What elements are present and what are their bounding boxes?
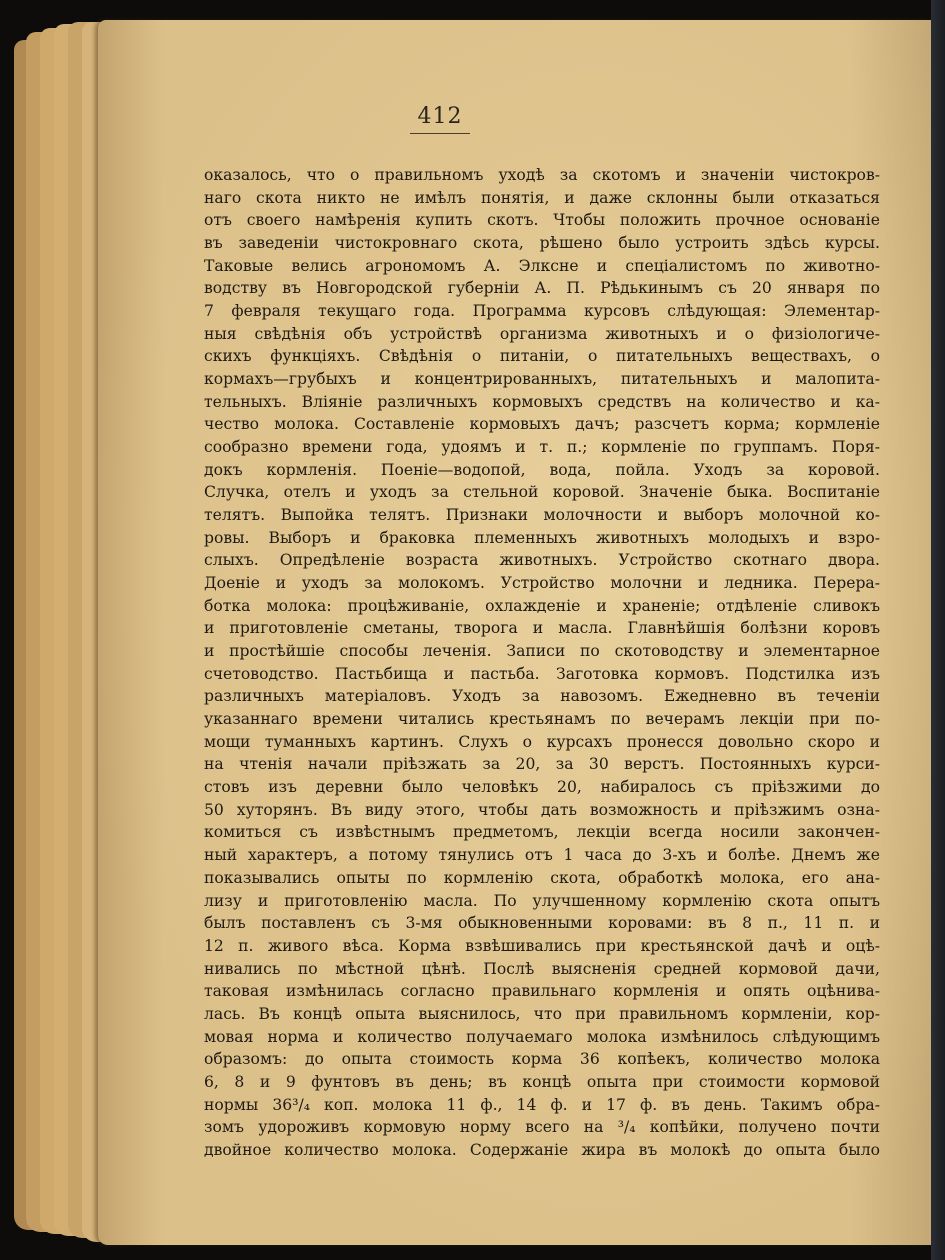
text-line: отъ своего намѣренія купить скотъ. Чтобы положить прочное основаніе	[204, 211, 880, 230]
text-line: телятъ. Выпойка телятъ. Признаки молочности и выборъ молочной ко-	[204, 506, 880, 525]
book-binding	[931, 0, 945, 1260]
text-line: ный характеръ, а потому тянулись отъ 1 часа до 3-хъ и болѣе. Днемъ же	[204, 846, 880, 865]
text-line: лизу и приготовленію масла. По улучшенному кормленію скота опытъ	[204, 891, 880, 910]
text-line: нормы 36³/₄ коп. молока 11 ф., 14 ф. и 17 ф. въ день. Такимъ обра-	[204, 1095, 880, 1114]
text-line: зомъ удороживъ кормовую норму всего на ³/₄ копѣйки, получено почти	[204, 1118, 880, 1137]
text-line: комиться съ извѣстнымъ предметомъ, лекціи всегда носили закончен-	[204, 823, 880, 842]
text-line: слыхъ. Опредѣленіе возраста животныхъ. Устройство скотнаго двора.	[204, 551, 880, 570]
text-line: стовъ изъ деревни было человѣкъ 20, набиралось съ пріѣзжими до	[204, 778, 880, 797]
page-number: 412	[410, 104, 470, 134]
text-line: счетоводство. Пастьбища и пастьба. Заготовка кормовъ. Подстилка изъ	[204, 664, 880, 683]
text-line: 12 п. живого вѣса. Корма взвѣшивались при крестьянской дачѣ и оцѣ-	[204, 936, 880, 955]
text-line: тельныхъ. Вліяніе различныхъ кормовыхъ средствъ на количество и ка-	[204, 392, 880, 411]
text-line: чество молока. Составленіе кормовыхъ дачъ; разсчетъ корма; кормленіе	[204, 415, 880, 434]
text-line: скихъ функціяхъ. Свѣдѣнія о питаніи, о питательныхъ веществахъ, о	[204, 347, 880, 366]
text-line: Таковые велись агрономомъ А. Элксне и спеціалистомъ по животно-	[204, 256, 880, 275]
text-line: сообразно времени года, удоямъ и т. п.; кормленіе по группамъ. Поря-	[204, 438, 880, 457]
text-line: кормахъ—грубыхъ и концентрированныхъ, питательныхъ и малопита-	[204, 370, 880, 389]
text-line: нивались по мѣстной цѣнѣ. Послѣ выясненія средней кормовой дачи,	[204, 959, 880, 978]
text-line: таковая измѣнилась согласно правильнаго кормленія и опять оцѣнива-	[204, 982, 880, 1001]
text-line: ныя свѣдѣнія объ устройствѣ организма животныхъ и о физіологичe-	[204, 324, 880, 343]
text-line: 6, 8 и 9 фунтовъ въ день; въ концѣ опыта при стоимости кормовой	[204, 1072, 880, 1091]
text-line: былъ поставленъ съ 3-мя обыкновенными коровами: въ 8 п., 11 п. и	[204, 914, 880, 933]
text-line: въ заведеніи чистокровнаго скота, рѣшено было устроить здѣсь курсы.	[204, 234, 880, 253]
text-line: лась. Въ концѣ опыта выяснилось, что при правильномъ кормленіи, кор-	[204, 1004, 880, 1023]
text-line: мощи туманныхъ картинъ. Слухъ о курсахъ пронесся довольно скоро и	[204, 732, 880, 751]
text-line: оказалось, что о правильномъ уходѣ за скотомъ и значеніи чистокров-	[204, 166, 880, 184]
text-line: и простѣйшіе способы леченія. Записи по скотоводству и элементарное	[204, 642, 880, 661]
text-line: докъ кормленія. Поеніе—водопой, вода, пойла. Уходъ за коровой.	[204, 460, 880, 479]
text-line: указаннаго времени читались крестьянамъ по вечерамъ лекціи при по-	[204, 710, 880, 729]
text-line: ботка молока: процѣживаніе, охлажденіе и храненіе; отдѣленіе сливокъ	[204, 596, 880, 615]
text-line: различныхъ матеріаловъ. Уходъ за навозомъ. Ежедневно въ теченіи	[204, 687, 880, 706]
text-line: наго скота никто не имѣлъ понятія, и даже склонны были отказаться	[204, 188, 880, 207]
text-line: 7 февраля текущаго года. Программа курсовъ слѣдующая: Элементар-	[204, 302, 880, 321]
text-line: двойное количество молока. Содержаніе жира въ молокѣ до опыта было	[204, 1140, 880, 1159]
text-line: образомъ: до опыта стоимость корма 36 копѣекъ, количество молока	[204, 1050, 880, 1069]
text-line: мовая норма и количество получаемаго молока измѣнилось слѣдующимъ	[204, 1027, 880, 1046]
text-line: показывались опыты по кормленію скота, обработкѣ молока, его ана-	[204, 868, 880, 887]
text-line: Доеніе и уходъ за молокомъ. Устройство молочни и ледника. Перера-	[204, 574, 880, 593]
text-line: водству въ Новгородской губерніи А. П. Рѣдькинымъ съ 20 января по	[204, 279, 880, 298]
text-line: и приготовленіе сметаны, творога и масла. Главнѣйшія болѣзни коровъ	[204, 619, 880, 638]
text-line: 50 хуторянъ. Въ виду этого, чтобы дать возможность и пріѣзжимъ озна-	[204, 800, 880, 819]
body-text	[204, 164, 880, 1162]
text-line: Случка, отелъ и уходъ за стельной коровой. Значеніе быка. Воспитаніе	[204, 483, 880, 502]
text-line: на чтенія начали пріѣзжать за 20, за 30 верстъ. Постоянныхъ курси-	[204, 755, 880, 774]
text-line: ровы. Выборъ и браковка племенныхъ животныхъ молодыхъ и взро-	[204, 528, 880, 547]
